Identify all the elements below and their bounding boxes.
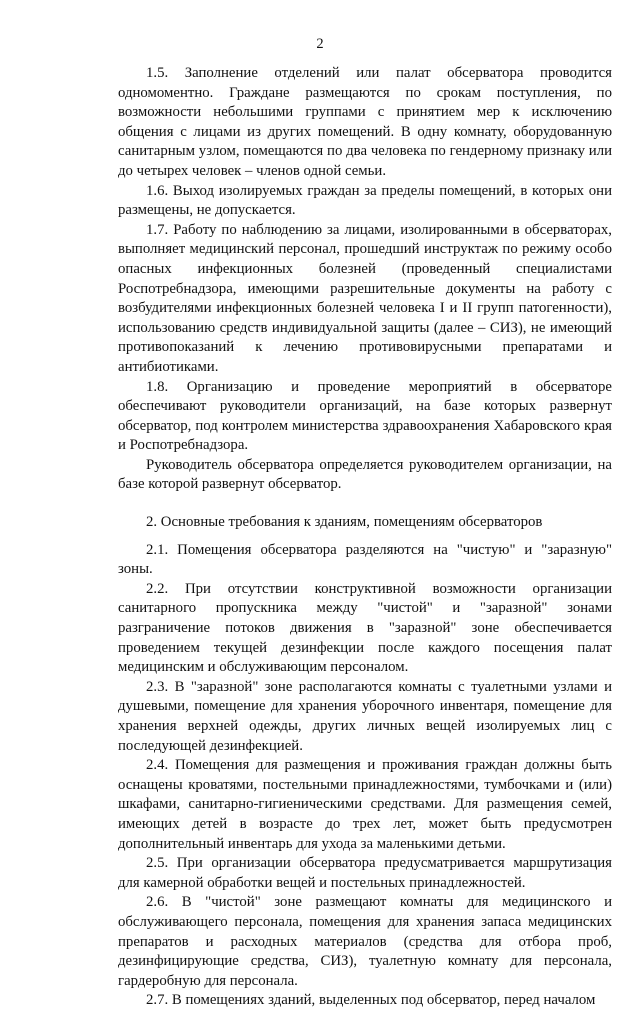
section-2-heading: 2. Основные требования к зданиям, помещениям обсерваторов [146, 514, 543, 531]
paragraph-head-of-observator: Руководитель обсерватора определяется руководителем организации, на базе которой развернут обсерватор. [118, 456, 612, 493]
paragraph-1-7: 1.7. Работу по наблюдению за лицами, изолированными в обсерваторах, выполняет медицинский персонал, прошедший инструктаж по режиму особо опасных инфекционных болезней (проведенный специалистами Роспотребнадзора, имеющими разрешительные документы на работу с возбудителями инфекционных болезней человека I и II групп патогенности), использованию средств индивидуальной защиты (далее – СИЗ), не имеющий противопоказаний к лечению противовирусными препаратами и антибиотиками. [118, 221, 612, 375]
paragraph-1-8: 1.8. Организацию и проведение мероприятий в обсерваторе обеспечивают руководители организаций, на базе которых развернут обсерватор, под контролем министерства здравоохранения Хабаровского края и Роспотребнадзора. [118, 378, 612, 454]
paragraph-2-6: 2.6. В "чистой" зоне размещают комнаты для медицинского и обслуживающего персонала, помещения для хранения запаса медицинских препаратов и расходных материалов (средства для отбора проб, дезинфицирующие средства, СИЗ), туалетную комнату для персонала, гардеробную для персонала. [118, 894, 612, 989]
document-body [118, 64, 612, 1011]
paragraph-2-5: 2.5. При организации обсерватора предусматривается маршрутизация для камерной обработки вещей и постельных принадлежностей. [118, 855, 612, 891]
paragraph-2-3: 2.3. В "заразной" зоне располагаются комнаты с туалетными узлами и душевыми, помещение для хранения уборочного инвентаря, помещение для хранения верхней одежды, других личных вещей изолируемых лиц с последующей дезинфекцией. [118, 678, 612, 754]
paragraph-2-4: 2.4. Помещения для размещения и проживания граждан должны быть оснащены кроватями, постельными принадлежностями, тумбочками и (или) шкафами, санитарно-гигиеническими средствами. Для размещения семей, имеющих детей в возрасте до трех лет, может быть предусмотрен дополнительный инвентарь для ухода за маленькими детьми. [118, 757, 612, 852]
paragraph-2-7: 2.7. В помещениях зданий, выделенных под обсерватор, перед началом [146, 992, 596, 1009]
page-number: 2 [316, 36, 324, 52]
paragraph-2-1: 2.1. Помещения обсерватора разделяются на "чистую" и "заразную" зоны. [118, 541, 612, 578]
paragraph-1-5: 1.5. Заполнение отделений или палат обсерватора проводится одномоментно. Граждане размещаются по срокам поступления, по возможности небольшими группами с принятием мер к исключению общения с лицами из других помещений. В одну комнату, оборудованную санитарным узлом, помещаются по два человека по гендерному признаку или до четырех человек – членов одной семьи. [118, 65, 612, 179]
paragraph-1-6: 1.6. Выход изолируемых граждан за пределы помещений, в которых они размещены, не допускается. [118, 182, 612, 219]
paragraph-2-2: 2.2. При отсутствии конструктивной возможности организации санитарного пропускника между "чистой" и "заразной" зонами разграничение потоков движения в "заразной" зоне обеспечивается проведением текущей дезинфекции после каждого посещения палат медицинским и обслуживающим персоналом. [118, 580, 612, 676]
